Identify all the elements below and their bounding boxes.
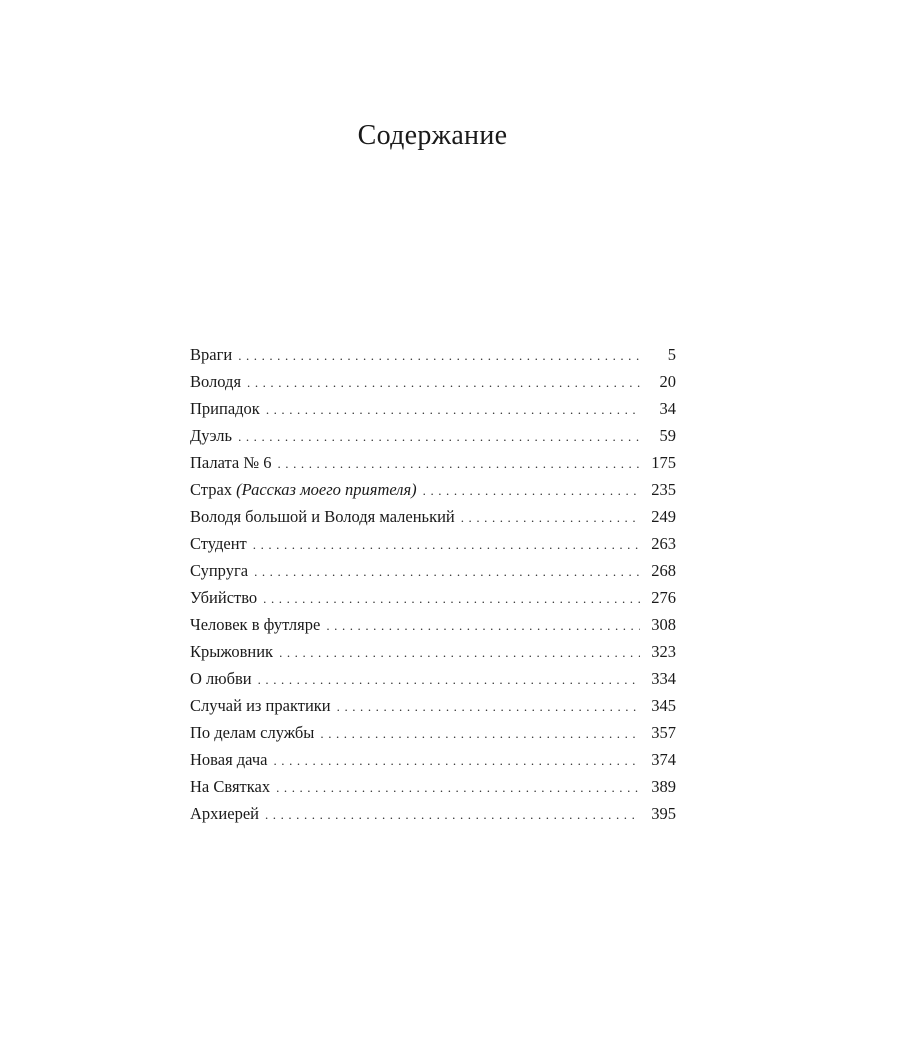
dot-leader: [238, 342, 640, 369]
toc-entry-subtitle: (Рассказ моего приятеля): [236, 480, 417, 499]
dot-leader: [279, 639, 640, 666]
dot-leader: [276, 774, 640, 801]
dot-leader: [238, 423, 640, 450]
toc-entry-page: 389: [651, 777, 676, 796]
toc-entry-title: Володя: [190, 372, 242, 391]
toc-entry-page: 276: [651, 588, 676, 607]
toc-entry[interactable]: [190, 503, 676, 530]
toc-entry[interactable]: [190, 341, 676, 368]
toc-entry[interactable]: [190, 611, 676, 638]
toc-entry-title: Припадок: [190, 399, 260, 418]
toc-entry-page: 5: [667, 345, 676, 364]
dot-leader: [263, 585, 640, 612]
toc-entry[interactable]: [190, 773, 676, 800]
toc-entry[interactable]: [190, 476, 676, 503]
dot-leader: [337, 693, 640, 720]
toc-entry-title: Архиерей: [190, 804, 259, 823]
toc-entry-page: 20: [659, 372, 676, 391]
toc-entry-title: Враги: [190, 345, 233, 364]
toc-entry-title: Володя большой и Володя маленький: [190, 507, 455, 526]
dot-leader: [461, 504, 640, 531]
toc-entry-title: Дуэль: [190, 426, 233, 445]
toc-entry-page: 235: [651, 480, 676, 499]
toc-entry-page: 59: [659, 426, 676, 445]
toc-entry-title: Новая дача: [190, 750, 268, 769]
dot-leader: [423, 477, 640, 504]
toc-entry[interactable]: [190, 395, 676, 422]
dot-leader: [265, 801, 640, 828]
toc-entry-title: На Святках: [190, 777, 271, 796]
toc-entry-title: Страх (Рассказ моего приятеля): [190, 480, 417, 499]
toc-entry[interactable]: [190, 719, 676, 746]
toc-entry-page: 345: [651, 696, 676, 715]
toc-entry-title: Студент: [190, 534, 247, 553]
toc-entry-page: 263: [651, 534, 676, 553]
toc-entry-title: По делам службы: [190, 723, 315, 742]
toc-entry-page: 249: [651, 507, 676, 526]
dot-leader: [326, 612, 640, 639]
toc-entry-title: Палата № 6: [190, 453, 272, 472]
toc-entry[interactable]: [190, 746, 676, 773]
toc-entry[interactable]: [190, 665, 676, 692]
toc-entry[interactable]: [190, 692, 676, 719]
toc-entry-title: Супруга: [190, 561, 249, 580]
table-of-contents: [190, 341, 676, 827]
toc-entry[interactable]: [190, 368, 676, 395]
toc-entry-title: Случай из практики: [190, 696, 331, 715]
toc-entry-title: Человек в футляре: [190, 615, 321, 634]
dot-leader: [278, 450, 641, 477]
toc-entry[interactable]: [190, 584, 676, 611]
toc-entry-page: 395: [651, 804, 676, 823]
toc-entry-page: 175: [651, 453, 676, 472]
toc-entry-page: 34: [659, 399, 676, 418]
toc-entry-page: 308: [651, 615, 676, 634]
toc-entry[interactable]: [190, 800, 676, 827]
dot-leader: [320, 720, 640, 747]
dot-leader: [247, 369, 640, 396]
toc-entry-title: Убийство: [190, 588, 258, 607]
toc-entry[interactable]: [190, 449, 676, 476]
toc-entry[interactable]: [190, 638, 676, 665]
dot-leader: [273, 747, 640, 774]
dot-leader: [258, 666, 640, 693]
dot-leader: [266, 396, 640, 423]
toc-entry[interactable]: [190, 422, 676, 449]
toc-entry-page: 374: [651, 750, 676, 769]
page-title: Содержание: [357, 120, 508, 151]
toc-entry[interactable]: [190, 557, 676, 584]
toc-entry-page: 268: [651, 561, 676, 580]
dot-leader: [253, 531, 640, 558]
toc-entry-page: 357: [651, 723, 676, 742]
dot-leader: [254, 558, 640, 585]
toc-entry-page: 334: [651, 669, 676, 688]
toc-entry[interactable]: [190, 530, 676, 557]
toc-entry-page: 323: [651, 642, 676, 661]
toc-entry-title: Крыжовник: [190, 642, 274, 661]
toc-entry-title: О любви: [190, 669, 252, 688]
